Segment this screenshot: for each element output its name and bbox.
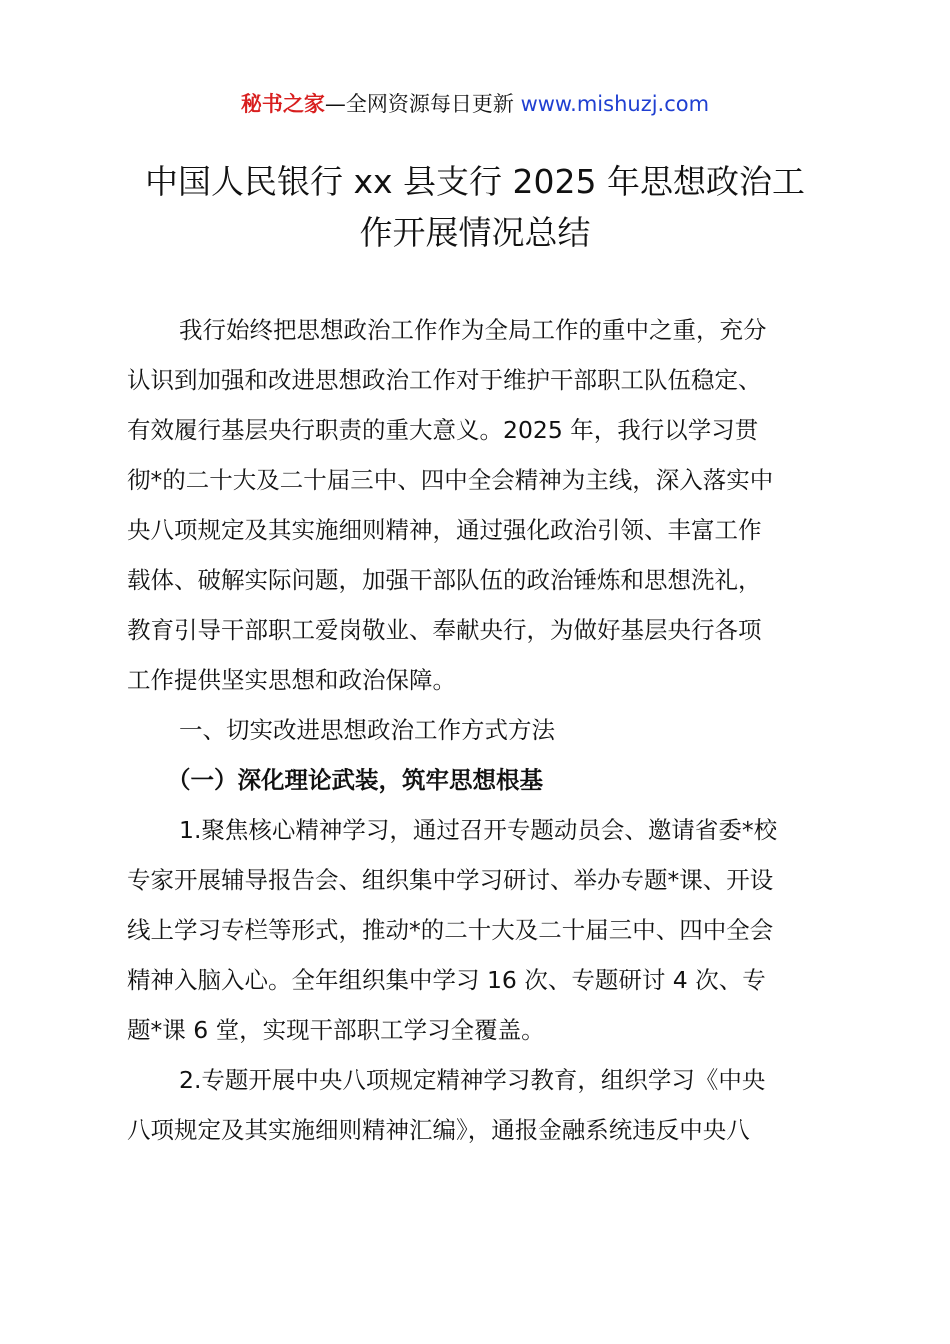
intro-line: 我行始终把思想政治工作作为全局工作的重中之重，充分 [179,316,767,344]
item-2-paragraph [127,1055,832,1155]
section-1-heading: 一、切实改进思想政治工作方式方法 [179,716,555,744]
brand-name: 秘书之家 [240,92,325,116]
item-1-paragraph [127,805,832,1055]
section-heading [127,705,832,755]
title-line-1: 中国人民银行 xx 县支行 2025 年思想政治工 [145,162,805,201]
item-1-line: 线上学习专栏等形式，推动*的二十大及二十届三中、四中全会 [127,916,774,944]
item-1-line: 1.聚焦核心精神学习，通过召开专题动员会、邀请省委*校 [179,816,778,844]
intro-line: 工作提供坚实思想和政治保障。 [127,666,456,694]
intro-line: 央八项规定及其实施细则精神，通过强化政治引领、丰富工作 [127,516,762,544]
item-2-line: 2.专题开展中央八项规定精神学习教育，组织学习《中央 [179,1066,766,1094]
document-title [110,156,840,258]
site-header [0,88,950,120]
subsection-1-heading: （一）深化理论武装，筑牢思想根基 [167,766,543,794]
intro-line: 有效履行基层央行职责的重大意义。2025 年，我行以学习贯 [127,416,759,444]
item-2-line: 八项规定及其实施细则精神汇编》，通报金融系统违反中央八 [127,1116,750,1144]
intro-line: 认识到加强和改进思想政治工作对于维护干部职工队伍稳定、 [127,366,762,394]
item-1-line: 精神入脑入心。全年组织集中学习 16 次、专题研讨 4 次、专 [127,966,766,994]
document-body [127,305,832,1155]
intro-line: 载体、破解实际问题，加强干部队伍的政治锤炼和思想洗礼， [127,566,762,594]
item-1-line: 专家开展辅导报告会、组织集中学习研讨、举办专题*课、开设 [127,866,774,894]
intro-paragraph [127,305,832,705]
intro-line: 彻*的二十大及二十届三中、四中全会精神为主线，深入落实中 [127,466,774,494]
title-line-2: 作开展情况总结 [359,213,591,252]
item-1-line: 题*课 6 堂，实现干部职工学习全覆盖。 [127,1016,545,1044]
header-tagline: —全网资源每日更新 [324,92,521,116]
intro-line: 教育引导干部职工爱岗敬业、奉献央行，为做好基层央行各项 [127,616,762,644]
site-url-link[interactable]: www.mishuzj.com [520,92,710,116]
subsection-heading [127,755,832,805]
